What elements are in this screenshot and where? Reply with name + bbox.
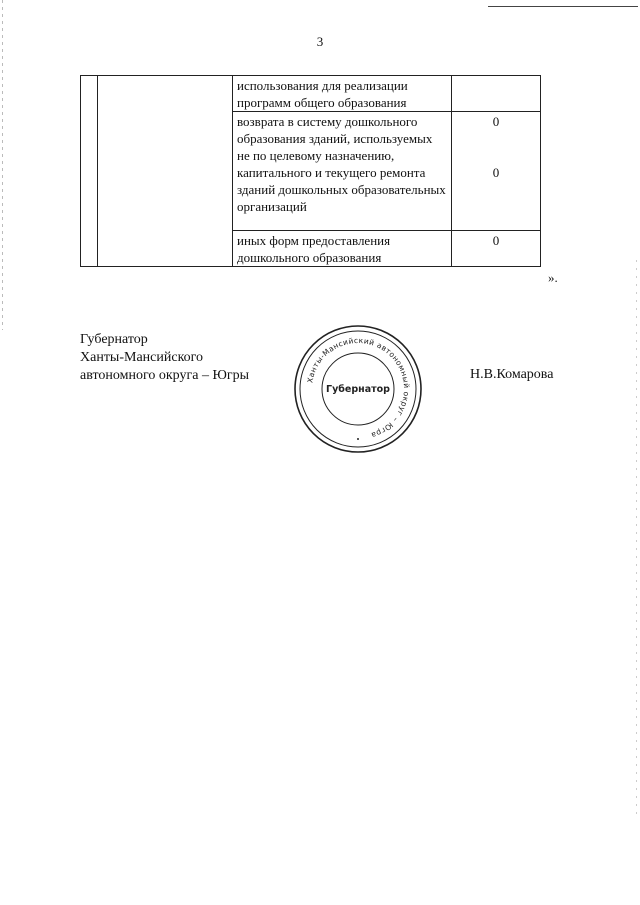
official-seal	[292, 323, 424, 455]
row-value: 0	[492, 114, 500, 129]
table-cell-name	[98, 76, 233, 267]
signature-name: Н.В.Комарова	[470, 367, 554, 382]
scan-edge-right	[636, 260, 637, 820]
closing-quote: ».	[548, 270, 558, 285]
seal-center-text: Губернатор	[326, 384, 390, 395]
row-value: 0	[492, 233, 500, 248]
data-table	[80, 75, 541, 267]
table-cell-text	[233, 76, 452, 112]
table-cell-value	[452, 112, 541, 231]
seal-star-icon	[357, 438, 359, 440]
signature-title	[80, 331, 249, 385]
row-text: иных форм предоставления дошкольного образования	[237, 233, 391, 265]
table-cell-text	[233, 231, 452, 267]
row-text: использования для реализации программ общего образования	[237, 78, 408, 110]
signature-title-line: автономного округа – Югры	[80, 368, 249, 383]
scan-artifact-top	[488, 6, 638, 7]
row-value: 0	[492, 165, 500, 180]
table-cell-index	[81, 76, 98, 267]
signature-title-line: Ханты-Мансийского	[80, 350, 204, 365]
page-number: 3	[316, 34, 324, 49]
table-cell-value	[452, 231, 541, 267]
seal-ring-text: Ханты-Мансийский автономный округ – Югра	[305, 335, 412, 440]
signature-title-line: Губернатор	[80, 332, 148, 347]
table-row	[81, 76, 541, 112]
row-text: возврата в систему дошкольного образования зданий, используемых не по целевому назначению, капитального и текущего ремонта зданий дошкольных образовательных организаций	[237, 114, 446, 214]
table-cell-text	[233, 112, 452, 231]
table-cell-value	[452, 76, 541, 112]
